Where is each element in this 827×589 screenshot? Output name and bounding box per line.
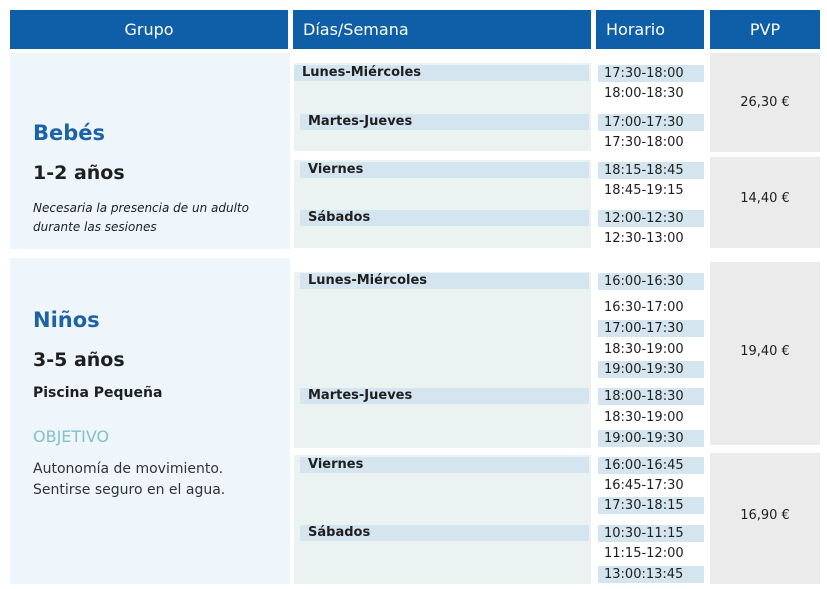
- bebes-time-2: 18:00-18:30: [604, 86, 684, 101]
- group-ninos-subtitle: Piscina Pequeña: [33, 385, 163, 401]
- ninos-time-14: 13:00:13:45: [598, 566, 704, 583]
- ninos-time-3: 17:00-17:30: [598, 320, 704, 337]
- ninos-price-1: 19,40 €: [740, 344, 790, 359]
- ninos-time-13: 11:15-12:00: [604, 546, 684, 561]
- group-ninos-objective-line2: Sentirse seguro en el agua.: [33, 482, 226, 498]
- group-ninos-objective: [33, 459, 225, 501]
- ninos-time-9: 16:00-16:45: [598, 457, 704, 474]
- header-price-label: PVP: [749, 20, 781, 39]
- group-bebes-note: [33, 199, 249, 237]
- group-bebes-age: 1-2 años: [33, 162, 125, 184]
- header-group-label: Grupo: [124, 20, 174, 39]
- bebes-price-1: 26,30 €: [740, 95, 790, 110]
- ninos-days-block-2: [294, 455, 591, 584]
- ninos-price-2: 16,90 €: [740, 508, 790, 523]
- group-ninos-age: 3-5 años: [33, 349, 125, 371]
- ninos-time-6: 18:00-18:30: [598, 388, 704, 405]
- ninos-time-4: 18:30-19:00: [604, 342, 684, 357]
- bebes-day-martes-jueves: Martes-Jueves: [300, 114, 589, 130]
- bebes-time-7: 12:00-12:30: [598, 210, 704, 227]
- header-schedule: [596, 10, 704, 49]
- header-price: [710, 10, 820, 49]
- bebes-day-viernes: Viernes: [300, 162, 589, 178]
- ninos-price-cell-2: [710, 453, 820, 584]
- bebes-time-4: 17:30-18:00: [604, 135, 684, 150]
- ninos-time-11: 17:30-18:15: [598, 497, 704, 514]
- ninos-time-10: 16:45-17:30: [604, 478, 684, 493]
- group-bebes-name: Bebés: [33, 121, 106, 145]
- ninos-price-cell-1: [710, 262, 820, 445]
- bebes-time-5: 18:15-18:45: [598, 162, 704, 179]
- bebes-time-3: 17:00-17:30: [598, 114, 704, 131]
- bebes-day-sabados: Sábados: [300, 210, 589, 226]
- ninos-time-1: 16:00-16:30: [598, 273, 704, 290]
- ninos-days-block-1: [294, 272, 591, 448]
- ninos-time-12: 10:30-11:15: [598, 525, 704, 542]
- group-ninos-name: Niños: [33, 308, 100, 332]
- bebes-price-cell-1: [710, 53, 820, 152]
- ninos-day-martes-jueves: Martes-Jueves: [300, 388, 589, 404]
- bebes-price-cell-2: [710, 157, 820, 248]
- bebes-day-lunes-miercoles: Lunes-Miércoles: [294, 65, 589, 81]
- header-days: [293, 10, 591, 49]
- header-group: [10, 10, 288, 49]
- header-schedule-label: Horario: [606, 20, 666, 39]
- header-days-label: Días/Semana: [303, 20, 409, 39]
- group-ninos-objective-label: OBJETIVO: [33, 427, 110, 446]
- ninos-time-5: 19:00-19:30: [598, 361, 704, 378]
- ninos-time-8: 19:00-19:30: [598, 430, 704, 447]
- bebes-time-1: 17:30-18:00: [598, 65, 704, 82]
- group-ninos-objective-line1: Autonomía de movimiento.: [33, 461, 224, 477]
- group-bebes-note-line2: durante las sesiones: [33, 220, 157, 234]
- group-ninos-panel: [10, 258, 290, 584]
- ninos-day-lunes-miercoles: Lunes-Miércoles: [300, 273, 589, 289]
- ninos-time-7: 18:30-19:00: [604, 410, 684, 425]
- bebes-price-2: 14,40 €: [740, 191, 790, 206]
- ninos-day-viernes: Viernes: [300, 457, 589, 473]
- bebes-time-6: 18:45-19:15: [604, 183, 684, 198]
- group-bebes-note-line1: Necesaria la presencia de un adulto: [33, 201, 249, 215]
- ninos-time-2: 16:30-17:00: [604, 300, 684, 315]
- bebes-time-8: 12:30-13:00: [604, 231, 684, 246]
- ninos-day-sabados: Sábados: [300, 525, 589, 541]
